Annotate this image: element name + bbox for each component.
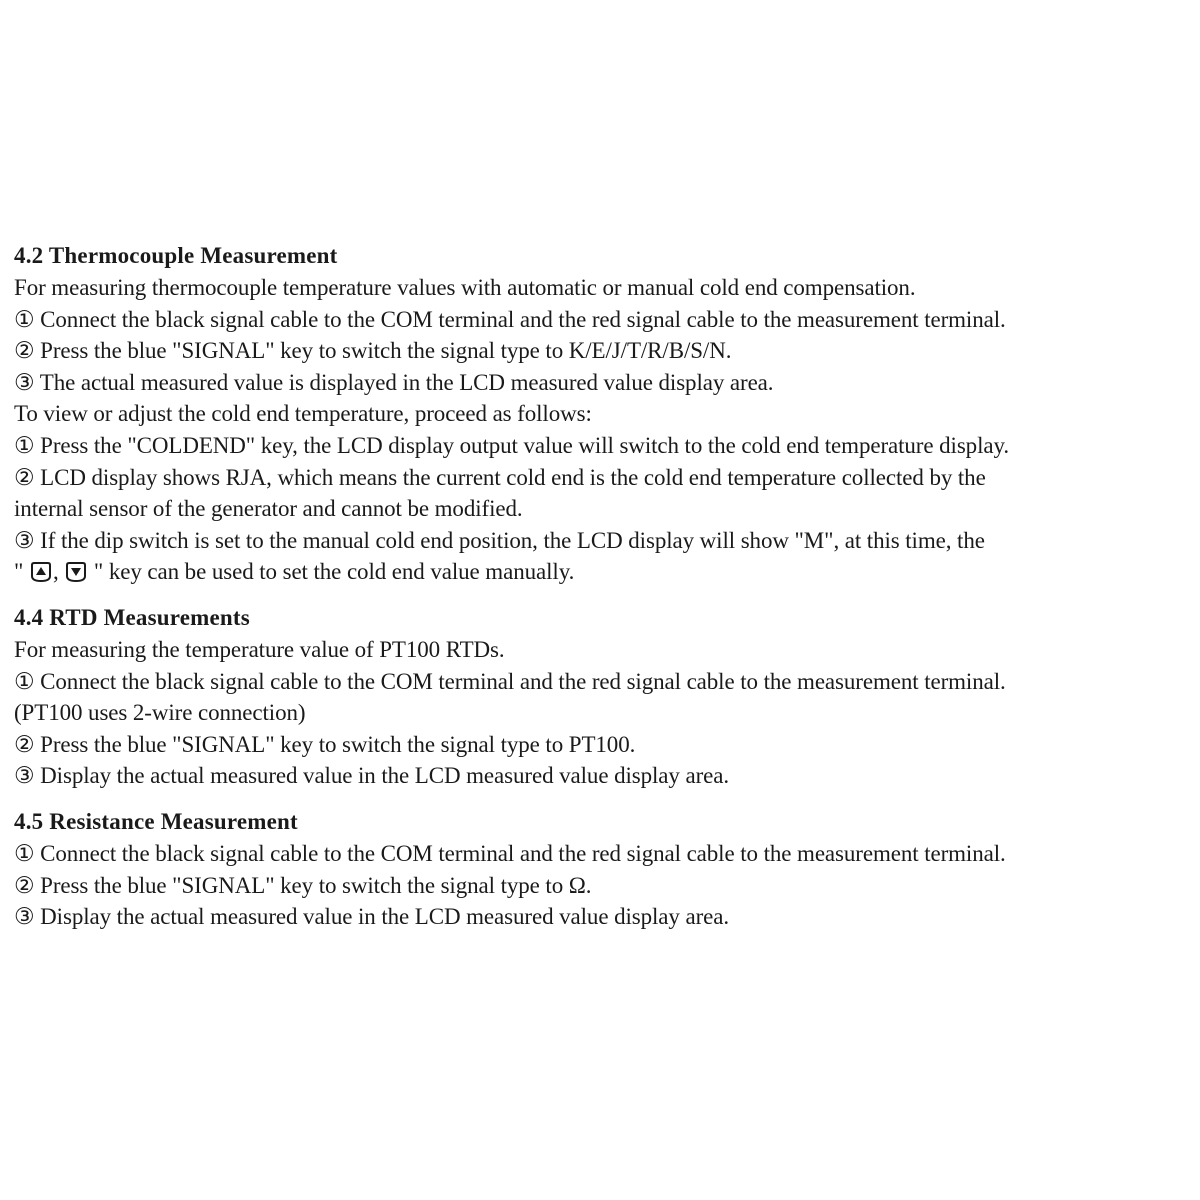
step-line: ② Press the blue "SIGNAL" key to switch the signal type to K/E/J/T/R/B/S/N.	[14, 338, 732, 364]
step-line: ③ Display the actual measured value in the LCD measured value display area.	[14, 763, 730, 789]
step-line: ③ The actual measured value is displayed in the LCD measured value display area.	[14, 369, 774, 395]
step-line: ① Connect the black signal cable to the COM terminal and the red signal cable to the measurement terminal.	[14, 668, 1006, 694]
key-instruction-line	[14, 556, 1194, 588]
section-resistance	[14, 806, 1194, 933]
paragraph-line: internal sensor of the generator and cannot be modified.	[14, 496, 523, 522]
section-thermocouple	[14, 240, 1194, 588]
quote-open: "	[14, 559, 24, 585]
step-line: ③ If the dip switch is set to the manual cold end position, the LCD display will show "M", at this time, the	[14, 527, 985, 553]
document-body	[14, 240, 1194, 933]
step-line: ② LCD display shows RJA, which means the current cold end is the cold end temperature collected by the	[14, 464, 986, 490]
section-heading: 4.2 Thermocouple Measurement	[14, 243, 338, 268]
step-line: ① Connect the black signal cable to the COM terminal and the red signal cable to the measurement terminal.	[14, 840, 1006, 866]
down-triangle-key-icon	[65, 561, 87, 583]
paragraph-line: (PT100 uses 2-wire connection)	[14, 700, 306, 726]
section-heading: 4.5 Resistance Measurement	[14, 808, 298, 834]
step-line: ① Connect the black signal cable to the COM terminal and the red signal cable to the measurement terminal.	[14, 306, 1006, 332]
section-rtd	[14, 602, 1194, 792]
paragraph-line: For measuring the temperature value of PT100 RTDs.	[14, 636, 505, 662]
paragraph-line: For measuring thermocouple temperature values with automatic or manual cold end compensation.	[14, 275, 916, 300]
key-separator: ,	[52, 559, 59, 585]
step-line: ② Press the blue "SIGNAL" key to switch the signal type to PT100.	[14, 731, 636, 757]
step-line: ② Press the blue "SIGNAL" key to switch the signal type to Ω.	[14, 872, 592, 898]
section-heading: 4.4 RTD Measurements	[14, 604, 250, 630]
step-line: ③ Display the actual measured value in the LCD measured value display area.	[14, 904, 730, 930]
step-line: ① Press the "COLDEND" key, the LCD display output value will switch to the cold end temperature display.	[14, 432, 1010, 458]
paragraph-line: To view or adjust the cold end temperature, proceed as follows:	[14, 401, 592, 427]
paragraph-line-rest: " key can be used to set the cold end value manually.	[93, 559, 575, 585]
up-triangle-key-icon	[30, 561, 52, 583]
